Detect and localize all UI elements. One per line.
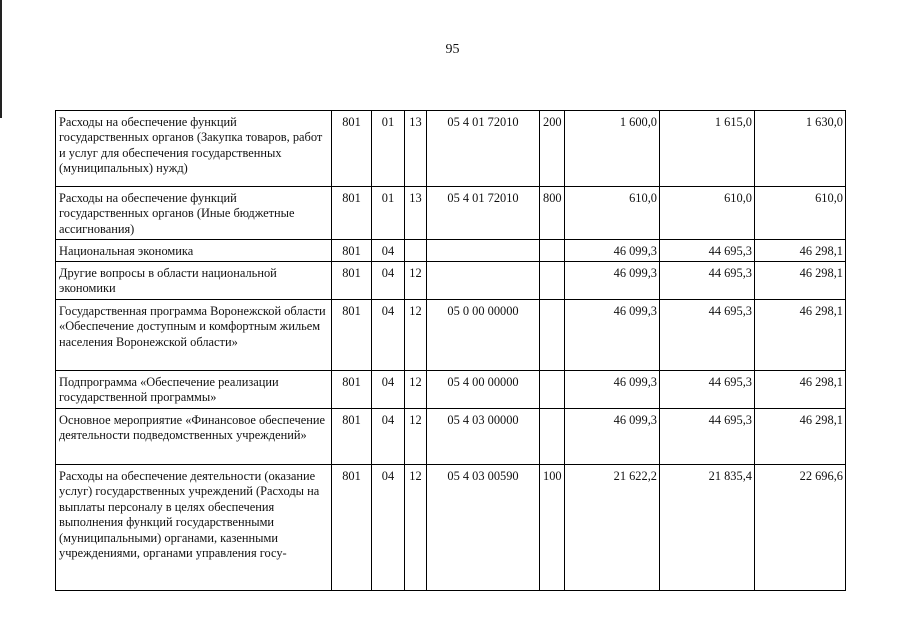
amount-year-3: 46 298,1 bbox=[755, 240, 846, 262]
ministry-code: 801 bbox=[332, 409, 372, 465]
section-code: 04 bbox=[372, 409, 405, 465]
amount-year-3: 22 696,6 bbox=[755, 465, 846, 591]
amount-year-3: 1 630,0 bbox=[755, 111, 846, 187]
section-code: 04 bbox=[372, 465, 405, 591]
table-row bbox=[56, 409, 846, 465]
expense-type-code bbox=[540, 371, 565, 409]
ministry-code: 801 bbox=[332, 262, 372, 300]
amount-year-2: 21 835,4 bbox=[660, 465, 755, 591]
section-code: 04 bbox=[372, 371, 405, 409]
section-code: 04 bbox=[372, 300, 405, 371]
amount-year-2: 44 695,3 bbox=[660, 371, 755, 409]
expense-name: Национальная экономика bbox=[56, 240, 332, 262]
subsection-code bbox=[405, 240, 427, 262]
section-code: 01 bbox=[372, 111, 405, 187]
target-article-code: 05 0 00 00000 bbox=[427, 300, 540, 371]
target-article-code: 05 4 01 72010 bbox=[427, 111, 540, 187]
ministry-code: 801 bbox=[332, 465, 372, 591]
subsection-code: 12 bbox=[405, 300, 427, 371]
amount-year-1: 1 600,0 bbox=[565, 111, 660, 187]
amount-year-1: 21 622,2 bbox=[565, 465, 660, 591]
target-article-code: 05 4 01 72010 bbox=[427, 187, 540, 240]
expense-name: Подпрограмма «Обеспечение реализации государственной программы» bbox=[56, 371, 332, 409]
table-row bbox=[56, 300, 846, 371]
amount-year-3: 610,0 bbox=[755, 187, 846, 240]
amount-year-2: 1 615,0 bbox=[660, 111, 755, 187]
amount-year-2: 44 695,3 bbox=[660, 300, 755, 371]
amount-year-1: 610,0 bbox=[565, 187, 660, 240]
subsection-code: 13 bbox=[405, 187, 427, 240]
expense-type-code: 100 bbox=[540, 465, 565, 591]
ministry-code: 801 bbox=[332, 187, 372, 240]
amount-year-3: 46 298,1 bbox=[755, 262, 846, 300]
amount-year-3: 46 298,1 bbox=[755, 409, 846, 465]
expense-name: Расходы на обеспечение функций государственных органов (Иные бюджетные ассигнования) bbox=[56, 187, 332, 240]
table-row bbox=[56, 371, 846, 409]
subsection-code: 12 bbox=[405, 262, 427, 300]
page-number: 95 bbox=[445, 42, 460, 57]
expense-name: Расходы на обеспечение функций государственных органов (Закупка товаров, работ и услуг для обеспечения государственных (муниципальных) нужд) bbox=[56, 111, 332, 187]
amount-year-1: 46 099,3 bbox=[565, 240, 660, 262]
subsection-code: 13 bbox=[405, 111, 427, 187]
expense-type-code bbox=[540, 409, 565, 465]
expense-name: Расходы на обеспечение деятельности (оказание услуг) государственных учреждений (Расходы на выплаты персоналу в целях обеспечения выполнения функций государственными (муниципальными) органами, казенными учреждениями, органами управления госу- bbox=[56, 465, 332, 591]
expense-name: Основное мероприятие «Финансовое обеспечение деятельности подведомственных учреждений» bbox=[56, 409, 332, 465]
target-article-code: 05 4 03 00000 bbox=[427, 409, 540, 465]
ministry-code: 801 bbox=[332, 371, 372, 409]
amount-year-3: 46 298,1 bbox=[755, 371, 846, 409]
table-row bbox=[56, 240, 846, 262]
amount-year-3: 46 298,1 bbox=[755, 300, 846, 371]
subsection-code: 12 bbox=[405, 409, 427, 465]
section-code: 04 bbox=[372, 262, 405, 300]
table-row bbox=[56, 187, 846, 240]
budget-table bbox=[55, 110, 846, 591]
table-row bbox=[56, 465, 846, 591]
amount-year-1: 46 099,3 bbox=[565, 371, 660, 409]
expense-name: Государственная программа Воронежской области «Обеспечение доступным и комфортным жильем населения Воронежской области» bbox=[56, 300, 332, 371]
amount-year-2: 44 695,3 bbox=[660, 262, 755, 300]
target-article-code: 05 4 00 00000 bbox=[427, 371, 540, 409]
expense-type-code bbox=[540, 240, 565, 262]
subsection-code: 12 bbox=[405, 465, 427, 591]
ministry-code: 801 bbox=[332, 111, 372, 187]
target-article-code bbox=[427, 262, 540, 300]
amount-year-2: 44 695,3 bbox=[660, 240, 755, 262]
target-article-code bbox=[427, 240, 540, 262]
subsection-code: 12 bbox=[405, 371, 427, 409]
amount-year-1: 46 099,3 bbox=[565, 262, 660, 300]
amount-year-2: 610,0 bbox=[660, 187, 755, 240]
expense-type-code bbox=[540, 300, 565, 371]
amount-year-1: 46 099,3 bbox=[565, 300, 660, 371]
expense-type-code: 200 bbox=[540, 111, 565, 187]
amount-year-2: 44 695,3 bbox=[660, 409, 755, 465]
table-row bbox=[56, 262, 846, 300]
expense-type-code bbox=[540, 262, 565, 300]
ministry-code: 801 bbox=[332, 240, 372, 262]
table-row bbox=[56, 111, 846, 187]
section-code: 04 bbox=[372, 240, 405, 262]
page-edge-line bbox=[0, 0, 2, 118]
ministry-code: 801 bbox=[332, 300, 372, 371]
amount-year-1: 46 099,3 bbox=[565, 409, 660, 465]
target-article-code: 05 4 03 00590 bbox=[427, 465, 540, 591]
section-code: 01 bbox=[372, 187, 405, 240]
expense-name: Другие вопросы в области национальной экономики bbox=[56, 262, 332, 300]
expense-type-code: 800 bbox=[540, 187, 565, 240]
